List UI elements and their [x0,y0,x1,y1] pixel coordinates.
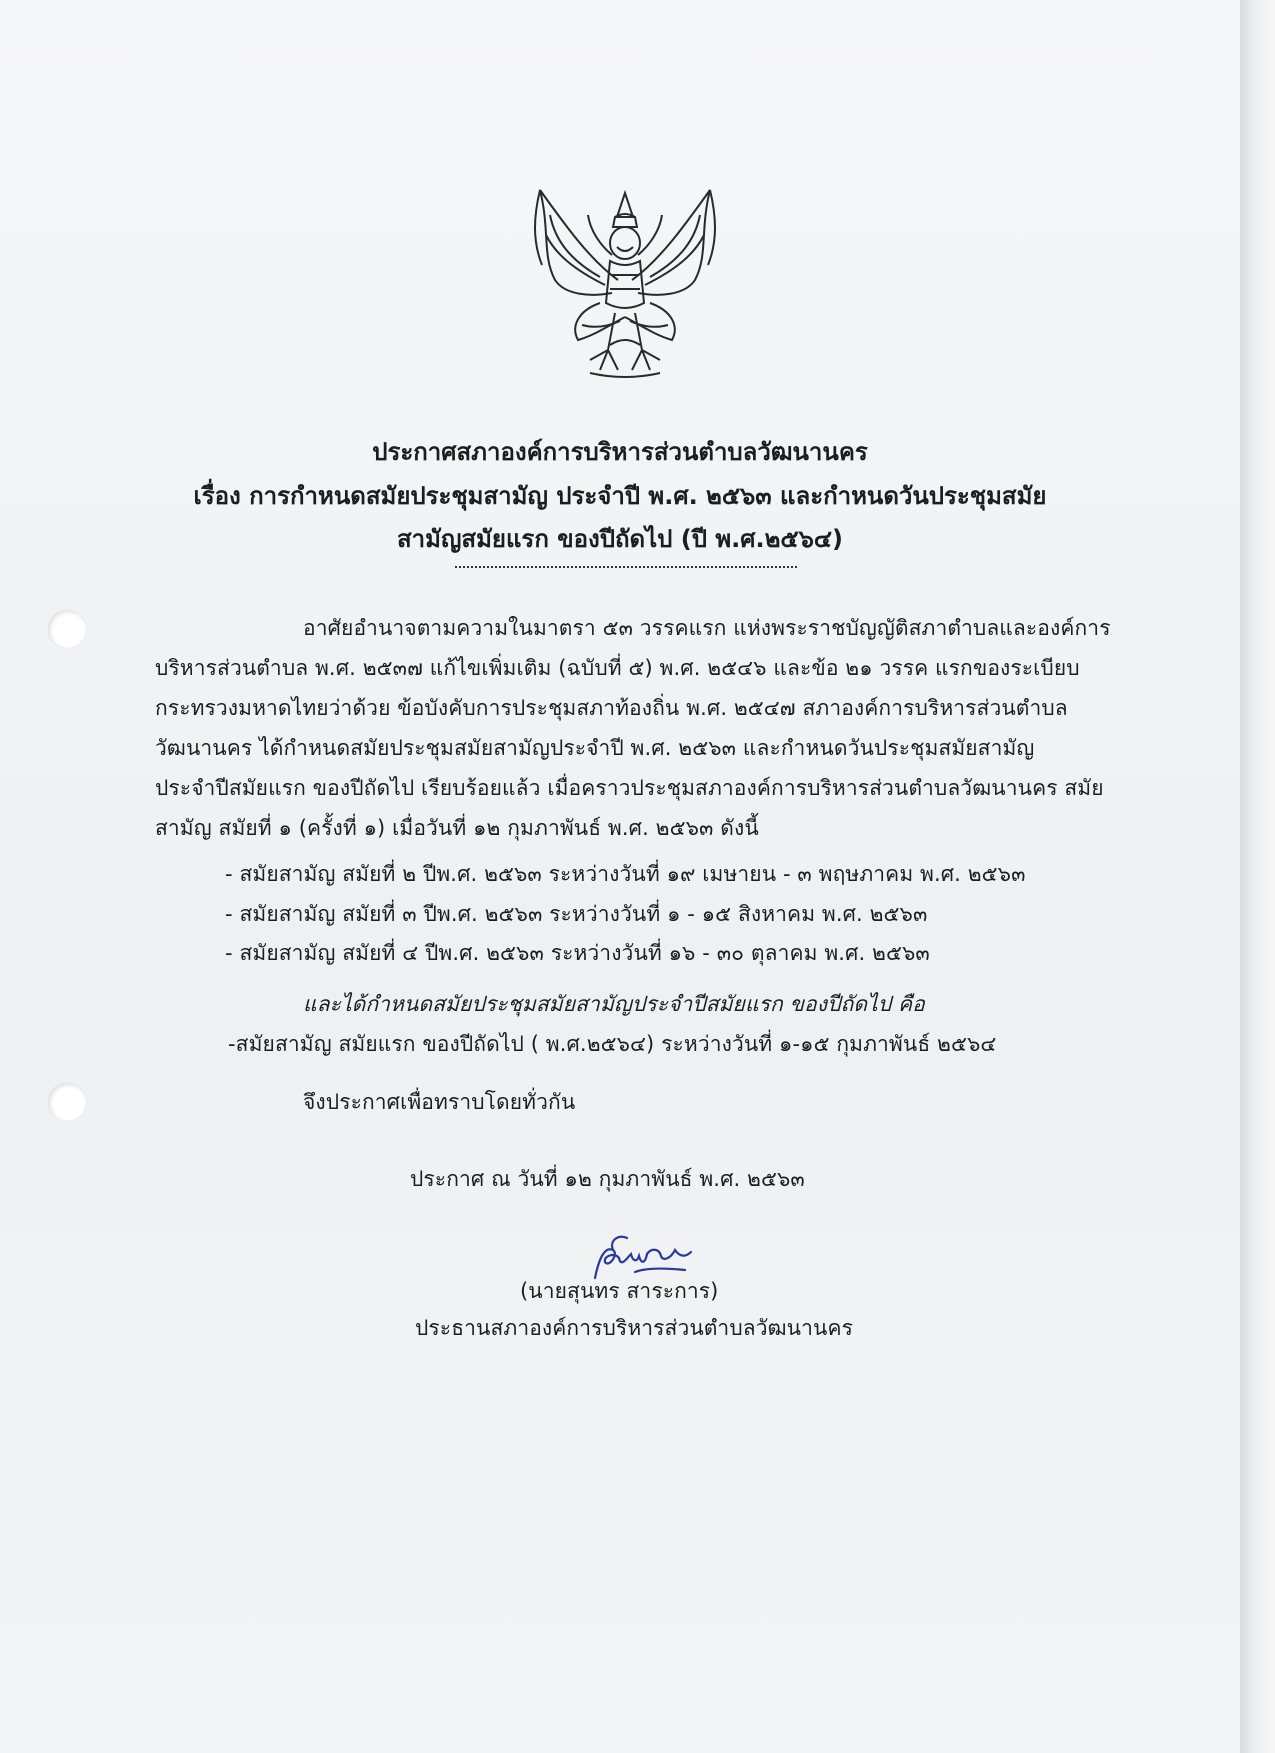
announcement-date: ประกาศ ณ วันที่ ๑๒ กุมภาพันธ์ พ.ศ. ๒๕๖๓ [410,1167,805,1191]
session-item: - สมัยสามัญ สมัยที่ ๒ ปีพ.ศ. ๒๕๖๓ ระหว่างวันที่ ๑๙ เมษายน - ๓ พฤษภาคม พ.ศ. ๒๕๖๓ [225,862,1026,886]
paragraph-line: กระทรวงมหาดไทยว่าด้วย ข้อบังคับการประชุมสภาท้องถิ่น พ.ศ. ๒๕๔๗ สภาองค์การบริหารส่วนตำบล [155,696,1068,720]
signatory-position: ประธานสภาองค์การบริหารส่วนตำบลวัฒนานคร [415,1316,854,1340]
paragraph-line: วัฒนานคร ได้กำหนดสมัยประชุมสมัยสามัญประจำปี พ.ศ. ๒๕๖๓ และกำหนดวันประชุมสมัยสามัญ [155,736,1035,760]
signatory-name: (นายสุนทร สาระการ) [520,1279,719,1303]
title-divider [455,562,797,568]
garuda-emblem-icon [520,185,730,385]
next-year-session: -สมัยสามัญ สมัยแรก ของปีถัดไป ( พ.ศ.๒๕๖๔) ระหว่างวันที่ ๑-๑๕ กุมภาพันธ์ ๒๕๖๔ [228,1032,997,1056]
paragraph-line: ประจำปีสมัยแรก ของปีถัดไป เรียบร้อยแล้ว เมื่อคราวประชุมสภาองค์การบริหารส่วนตำบลวัฒนานคร สมัย [155,776,1104,800]
paragraph-line: บริหารส่วนตำบล พ.ศ. ๒๕๓๗ แก้ไขเพิ่มเติม (ฉบับที่ ๕) พ.ศ. ๒๕๔๖ และข้อ ๒๑ วรรค แรกของระเบียบ [155,656,1080,680]
paragraph-line: สามัญ สมัยที่ ๑ (ครั้งที่ ๑) เมื่อวันที่ ๑๒ กุมภาพันธ์ พ.ศ. ๒๕๖๓ ดังนี้ [155,816,759,840]
announcement-subject: เรื่อง การกำหนดสมัยประชุมสามัญ ประจำปี พ.ศ. ๒๕๖๓ และกำหนดวันประชุมสมัย [193,482,1047,510]
announcement-subject-continued: สามัญสมัยแรก ของปีถัดไป (ปี พ.ศ.๒๕๖๔) [397,525,843,553]
announcement-title: ประกาศสภาองค์การบริหารส่วนตำบลวัฒนานคร [372,438,868,466]
punch-hole-top [48,610,86,648]
paragraph-line: อาศัยอำนาจตามความในมาตรา ๕๓ วรรคแรก แห่งพระราชบัญญัติสภาตำบลและองค์การ [303,616,1111,640]
next-year-intro: และได้กำหนดสมัยประชุมสมัยสามัญประจำปีสมัยแรก ของปีถัดไป คือ [303,992,925,1016]
session-item: - สมัยสามัญ สมัยที่ ๓ ปีพ.ศ. ๒๕๖๓ ระหว่างวันที่ ๑ - ๑๕ สิงหาคม พ.ศ. ๒๕๖๓ [225,902,928,926]
page-edge [1240,0,1275,1753]
punch-hole-bottom [48,1083,86,1121]
closing-statement: จึงประกาศเพื่อทราบโดยทั่วกัน [303,1090,576,1114]
session-item: - สมัยสามัญ สมัยที่ ๔ ปีพ.ศ. ๒๕๖๓ ระหว่างวันที่ ๑๖ - ๓๐ ตุลาคม พ.ศ. ๒๕๖๓ [225,941,930,965]
